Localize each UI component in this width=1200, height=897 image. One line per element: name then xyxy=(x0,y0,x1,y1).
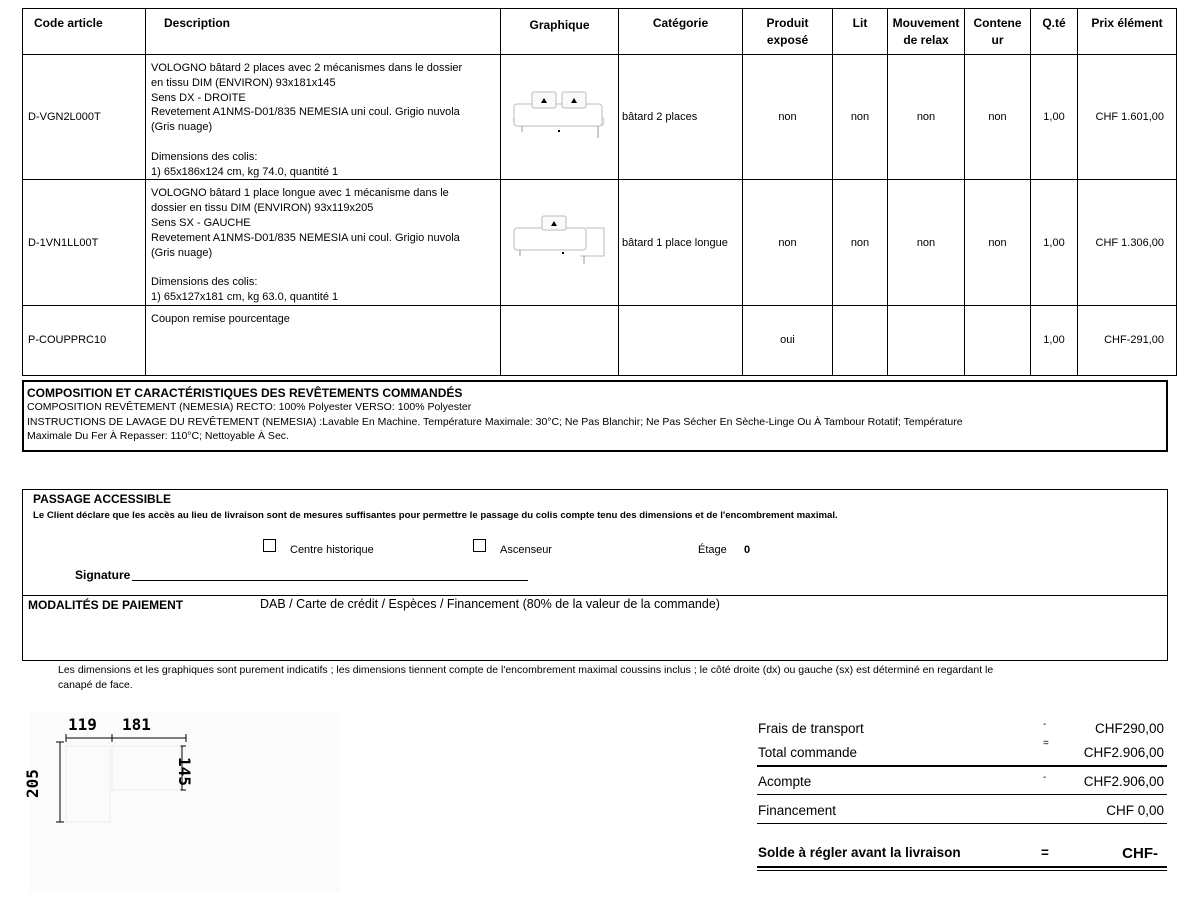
total-value: CHF2.906,00 xyxy=(1083,774,1164,789)
item-graphic xyxy=(501,55,619,180)
table-row xyxy=(23,55,1177,180)
balance-underline xyxy=(757,866,1167,868)
sofa-plan-drawing xyxy=(30,712,340,892)
item-code: P-COUPPRC10 xyxy=(23,305,146,375)
dim-right: 145 xyxy=(174,757,194,786)
balance-label: Solde à régler avant la livraison xyxy=(758,845,961,860)
sofa-thumbnail-icon xyxy=(510,212,610,274)
item-price: CHF-291,00 xyxy=(1078,305,1177,375)
total-label: Total commande xyxy=(758,745,858,760)
item-bed: non xyxy=(833,180,888,305)
dim-top-right: 181 xyxy=(122,715,151,734)
header-container: Contene ur xyxy=(965,9,1031,55)
item-exposed: non xyxy=(743,180,833,305)
item-category: bâtard 2 places xyxy=(619,55,743,180)
item-relax: non xyxy=(888,55,965,180)
total-label: Frais de transport xyxy=(758,721,864,736)
header-qty: Q.té xyxy=(1031,9,1078,55)
total-op: = xyxy=(1043,738,1049,749)
item-category xyxy=(619,305,743,375)
payment-value: DAB / Carte de crédit / Espèces / Financement (80% de la valeur de la commande) xyxy=(260,597,720,611)
header-bed: Lit xyxy=(833,9,888,55)
header-category: Catégorie xyxy=(619,9,743,55)
header-exposed: Produit exposé xyxy=(743,9,833,55)
total-label: Financement xyxy=(758,803,837,818)
header-description: Description xyxy=(146,9,501,55)
item-container: non xyxy=(965,55,1031,180)
composition-line: INSTRUCTIONS DE LAVAGE DU REVÊTEMENT (NEMESIA) :Lavable En Machine. Température Maximale: 30°C; Ne Pas Blanchir; Ne Pas Sécher En Sèche-Linge Ou À Tambour Rotatif; Température xyxy=(27,415,963,428)
elevator-checkbox[interactable] xyxy=(473,539,486,552)
dim-left: 205 xyxy=(22,769,42,798)
signature-label: Signature xyxy=(75,568,131,582)
balance-underline xyxy=(757,870,1167,871)
item-description: VOLOGNO bâtard 2 places avec 2 mécanismes dans le dossier en tissu DIM (ENVIRON) 93x181x145 Sens DX - DROITE Revetement A1NMS-D01/835 NEMESIA uni coul. Grigio nuvola (Gris nuage) Dimensions des colis: 1) 65x186x124 cm, kg 74.0, quantité 1 xyxy=(146,55,501,180)
historic-center-label: Centre historique xyxy=(290,544,374,556)
item-price: CHF 1.306,00 xyxy=(1078,180,1177,305)
balance-value: CHF- xyxy=(1122,845,1158,862)
item-graphic xyxy=(501,305,619,375)
item-exposed: non xyxy=(743,55,833,180)
total-value: CHF290,00 xyxy=(1094,721,1164,736)
floor-value: 0 xyxy=(744,544,751,556)
item-category: bâtard 1 place longue xyxy=(619,180,743,305)
item-code: D-VGN2L000T xyxy=(23,55,146,180)
totals-divider xyxy=(757,823,1167,824)
composition-line: COMPOSITION REVÊTEMENT (NEMESIA) RECTO: 100% Polyester VERSO: 100% Polyester xyxy=(27,401,472,414)
passage-accessible-box xyxy=(22,489,1168,661)
historic-center-checkbox[interactable] xyxy=(263,539,276,552)
item-code: D-1VN1LL00T xyxy=(23,180,146,305)
totals-divider xyxy=(757,765,1167,767)
item-container xyxy=(965,305,1031,375)
item-qty: 1,00 xyxy=(1031,180,1078,305)
payment-label: MODALITÉS DE PAIEMENT xyxy=(28,598,184,612)
passage-statement: Le Client déclare que les accès au lieu de livraison sont de mesures suffisantes pour permettre le passage du colis compte tenu des dimensions et de l'encombrement maximal. xyxy=(33,510,838,521)
total-op: - xyxy=(1043,772,1047,783)
header-relax: Mouvement de relax xyxy=(888,9,965,55)
item-bed xyxy=(833,305,888,375)
sofa-plan-diagram xyxy=(22,712,340,892)
signature-line[interactable] xyxy=(132,580,528,581)
total-label: Acompte xyxy=(758,774,812,789)
item-price: CHF 1.601,00 xyxy=(1078,55,1177,180)
elevator-label: Ascenseur xyxy=(500,544,552,556)
sofa-thumbnail-icon xyxy=(510,86,610,148)
passage-title: PASSAGE ACCESSIBLE xyxy=(33,492,172,506)
header-price: Prix élément xyxy=(1078,9,1177,55)
total-value: CHF2.906,00 xyxy=(1083,745,1164,760)
passage-divider xyxy=(23,595,1167,596)
header-code: Code article xyxy=(23,9,146,55)
item-qty: 1,00 xyxy=(1031,55,1078,180)
table-row xyxy=(23,180,1177,305)
item-relax: non xyxy=(888,180,965,305)
item-bed: non xyxy=(833,55,888,180)
totals-divider xyxy=(757,794,1167,795)
item-exposed: oui xyxy=(743,305,833,375)
table-row xyxy=(23,305,1177,375)
item-qty: 1,00 xyxy=(1031,305,1078,375)
balance-op: = xyxy=(1041,845,1049,860)
order-items-table xyxy=(22,8,1177,376)
floor-label: Étage xyxy=(698,544,727,556)
item-description: Coupon remise pourcentage xyxy=(146,305,501,375)
item-relax xyxy=(888,305,965,375)
composition-box xyxy=(22,380,1168,452)
composition-line: Maximale Du Fer À Repasser: 110°C; Nettoyable À Sec. xyxy=(27,429,289,442)
dim-top-left: 119 xyxy=(68,715,97,734)
total-value: CHF 0,00 xyxy=(1106,803,1164,818)
item-container: non xyxy=(965,180,1031,305)
footnote: Les dimensions et les graphiques sont purement indicatifs ; les dimensions tiennent compte de l'encombrement maximal coussins inclus ; le côté droite (dx) ou gauche (sx) est déterminé en regardant le canapé de face. xyxy=(58,664,994,691)
composition-title: COMPOSITION ET CARACTÉRISTIQUES DES REVÊTEMENTS COMMANDÉS xyxy=(27,386,463,400)
table-header-row xyxy=(23,9,1177,55)
total-op: - xyxy=(1043,719,1047,730)
item-description: VOLOGNO bâtard 1 place longue avec 1 mécanisme dans le dossier en tissu DIM (ENVIRON) 93x119x205 Sens SX - GAUCHE Revetement A1NMS-D01/835 NEMESIA uni coul. Grigio nuvola (Gris nuage) Dimensions des colis: 1) 65x127x181 cm, kg 63.0, quantité 1 xyxy=(146,180,501,305)
header-graphic: Graphique xyxy=(501,9,619,55)
item-graphic xyxy=(501,180,619,305)
